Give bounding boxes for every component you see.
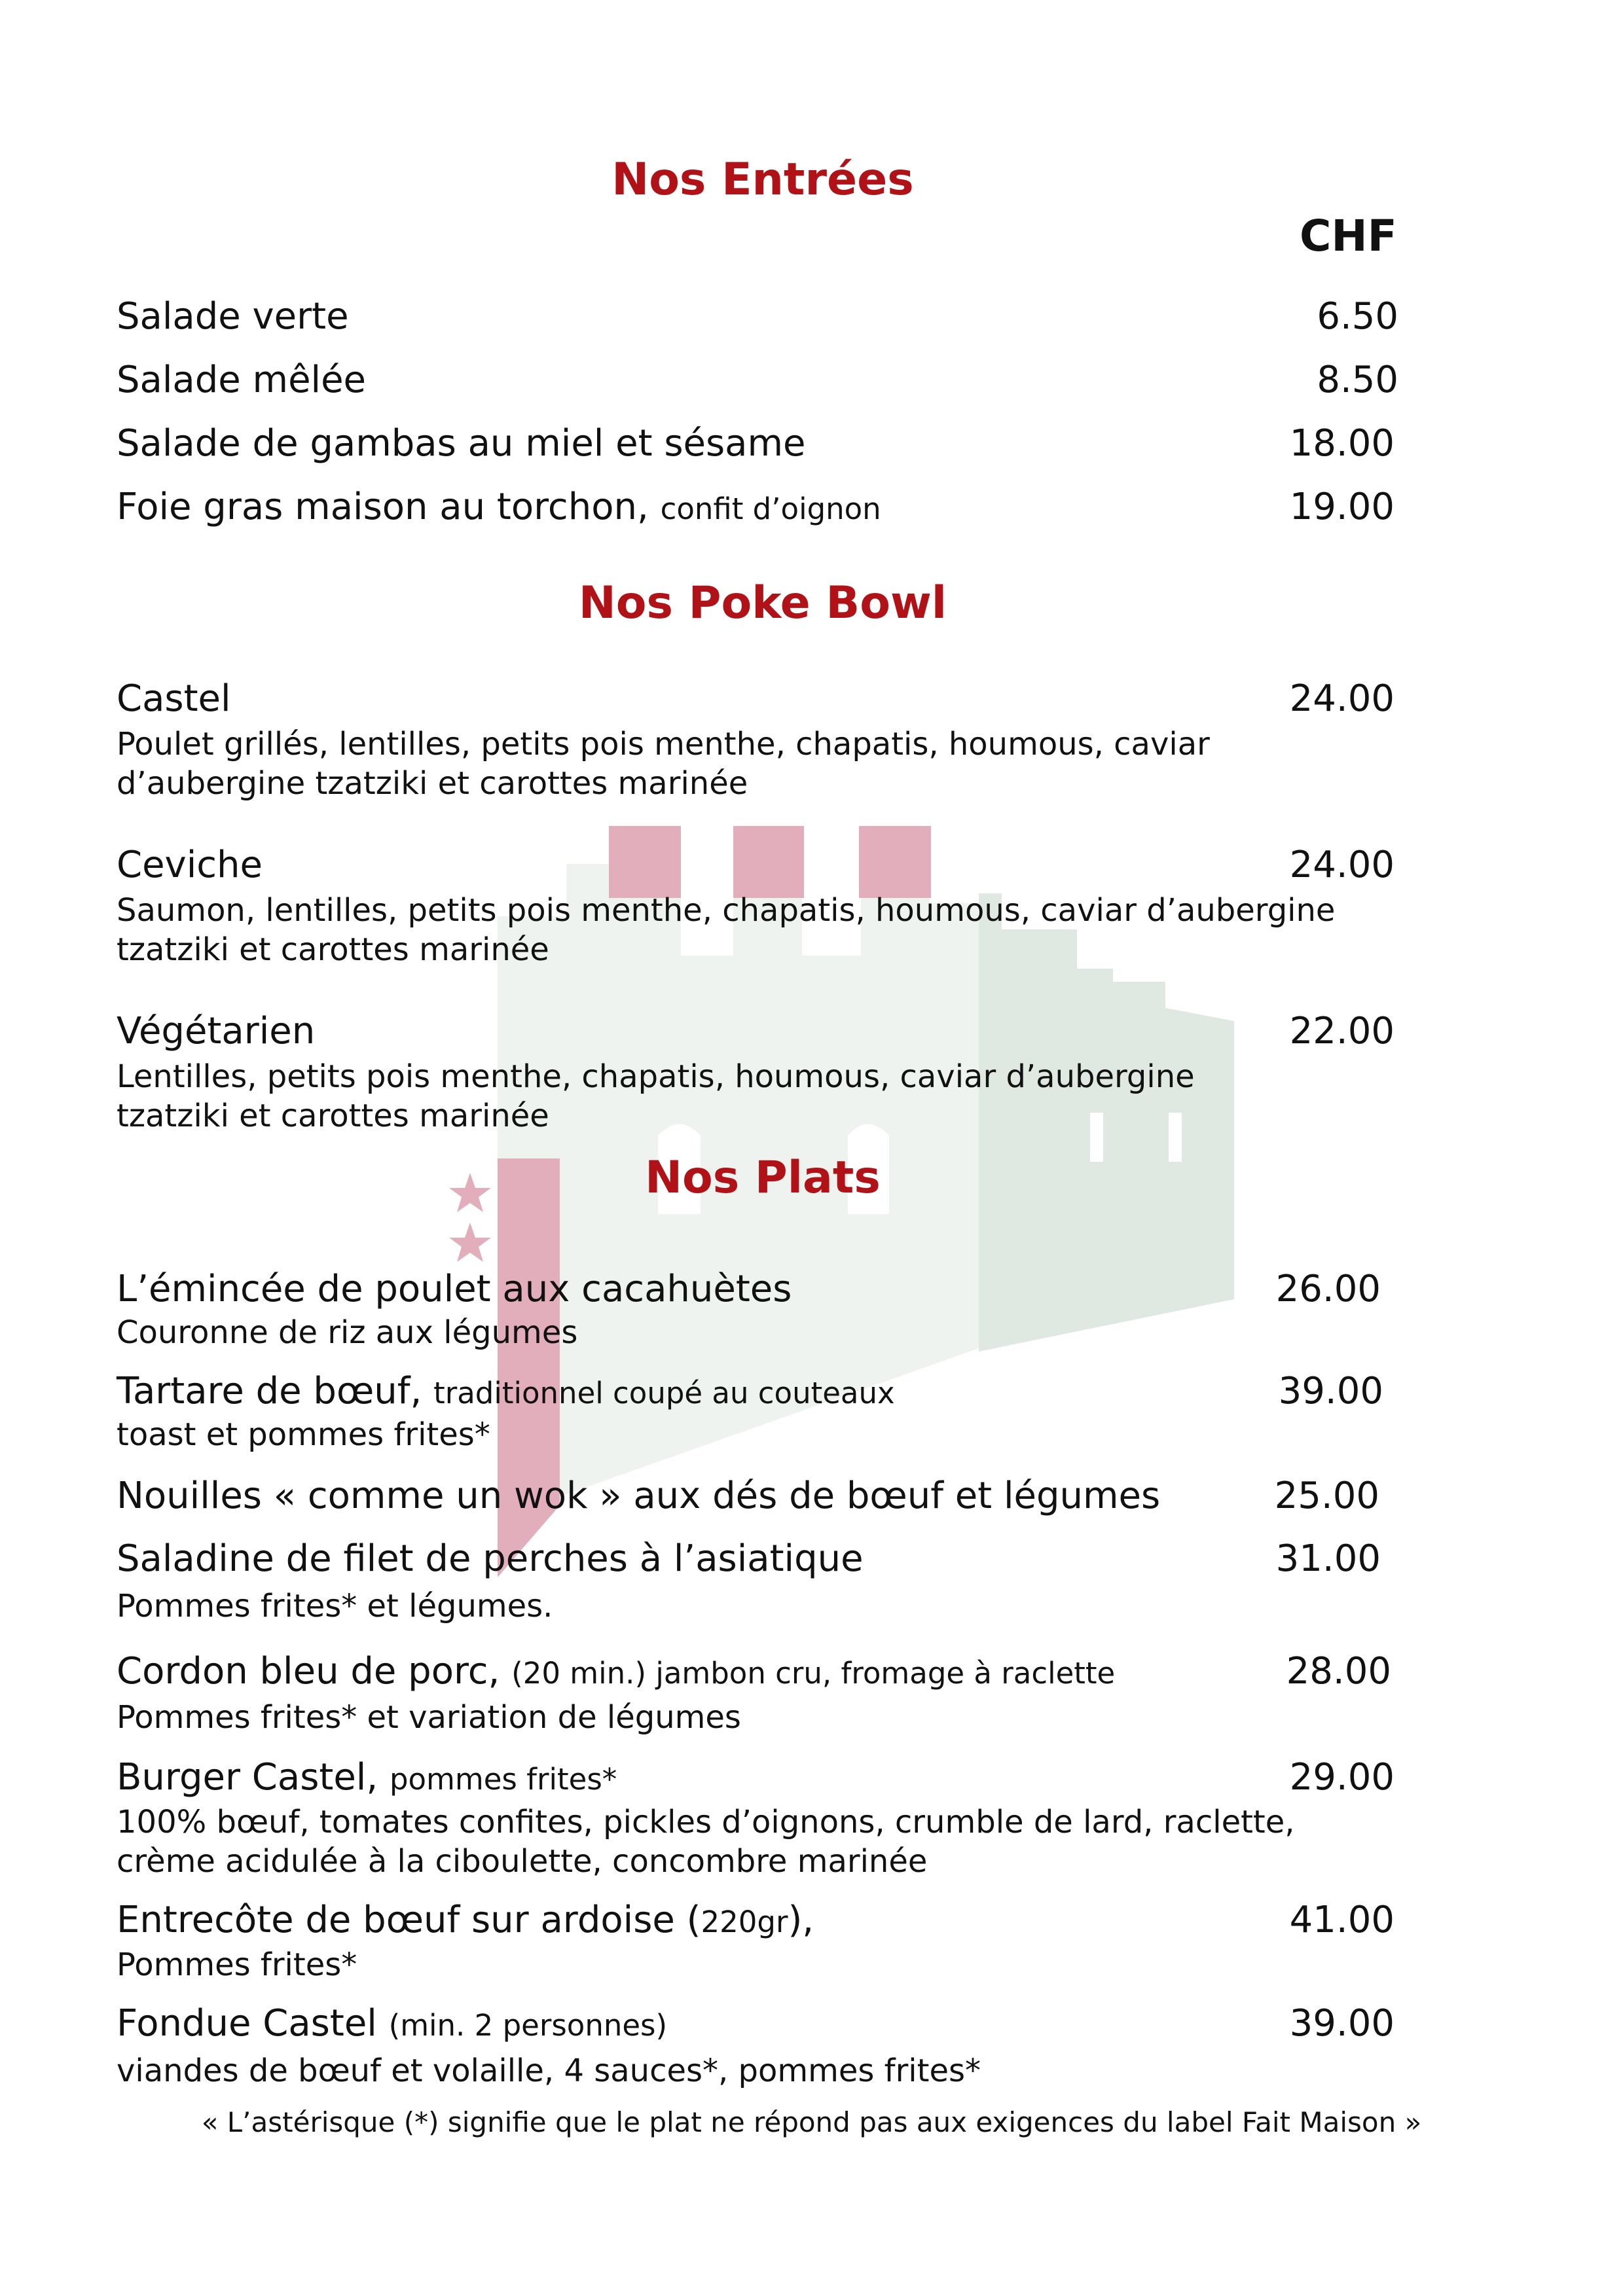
section-title-poke-bowl: Nos Poke Bowl bbox=[578, 577, 947, 629]
menu-item-price: 24.00 bbox=[1289, 677, 1395, 720]
menu-item-price: 28.00 bbox=[1286, 1650, 1391, 1693]
menu-item-description: tzatziki et carottes marinée bbox=[117, 1098, 549, 1134]
currency-label: CHF bbox=[1300, 211, 1397, 261]
menu-item-note: confit d’oignon bbox=[660, 492, 881, 526]
menu-item-title: Fondue Castel bbox=[117, 2002, 377, 2045]
menu-item-description: Couronne de riz aux légumes bbox=[117, 1314, 578, 1351]
menu-item-description: 100% bœuf, tomates confites, pickles d’oignons, crumble de lard, raclette, bbox=[117, 1804, 1295, 1840]
menu-item-title-suffix: ), bbox=[788, 1899, 814, 1941]
menu-item-description: Pommes frites* bbox=[117, 1946, 357, 1983]
menu-item-title: Cordon bleu de porc, bbox=[117, 1650, 500, 1693]
menu-item-price: 6.50 bbox=[1317, 295, 1398, 338]
menu-item-name: L’émincée de poulet aux cacahuètes bbox=[117, 1268, 792, 1310]
menu-item-price: 25.00 bbox=[1274, 1475, 1379, 1517]
menu-item-title: Burger Castel, bbox=[117, 1756, 378, 1799]
menu-item-price: 8.50 bbox=[1317, 359, 1398, 401]
menu-item-name bbox=[117, 1899, 814, 1941]
menu-item-price: 24.00 bbox=[1289, 844, 1395, 886]
menu-item-price: 18.00 bbox=[1289, 422, 1395, 465]
menu-item-title: Entrecôte de bœuf sur ardoise ( bbox=[117, 1899, 701, 1941]
menu-item-price: 19.00 bbox=[1289, 486, 1395, 528]
menu-item-name: Végétarien bbox=[117, 1010, 316, 1052]
menu-item-name bbox=[117, 486, 881, 528]
menu-item-note: traditionnel coupé au couteaux bbox=[433, 1376, 895, 1410]
menu-item-description: crème acidulée à la ciboulette, concombre marinée bbox=[117, 1843, 928, 1880]
menu-item-description: viandes de bœuf et volaille, 4 sauces*, pommes frites* bbox=[117, 2053, 981, 2089]
menu-item-price: 41.00 bbox=[1289, 1899, 1395, 1941]
menu-item-name: Castel bbox=[117, 677, 231, 720]
menu-item-description: Lentilles, petits pois menthe, chapatis, houmous, caviar d’aubergine bbox=[117, 1058, 1195, 1095]
menu-item-name: Salade mêlée bbox=[117, 359, 367, 401]
menu-item-name bbox=[117, 2002, 668, 2045]
menu-item-price: 22.00 bbox=[1289, 1010, 1395, 1052]
menu-item-note: 220gr bbox=[701, 1905, 788, 1939]
menu-item-description: d’aubergine tzatziki et carottes marinée bbox=[117, 765, 748, 802]
menu-item-description: toast et pommes frites* bbox=[117, 1416, 490, 1453]
menu-item-name: Nouilles « comme un wok » aux dés de bœuf et légumes bbox=[117, 1475, 1161, 1517]
section-title-plats: Nos Plats bbox=[645, 1152, 881, 1204]
menu-item-price: 29.00 bbox=[1289, 1756, 1395, 1799]
menu-item-description: Poulet grillés, lentilles, petits pois menthe, chapatis, houmous, caviar bbox=[117, 726, 1210, 762]
menu-item-name bbox=[117, 1370, 895, 1412]
menu-item-name: Salade de gambas au miel et sésame bbox=[117, 422, 806, 465]
menu-item-price: 26.00 bbox=[1275, 1268, 1381, 1310]
menu-item-note: (20 min.) jambon cru, fromage à raclette bbox=[511, 1656, 1116, 1691]
menu-item-note: (min. 2 personnes) bbox=[388, 2008, 668, 2043]
menu-item-name bbox=[117, 1650, 1116, 1693]
menu-item-description: tzatziki et carottes marinée bbox=[117, 931, 549, 968]
menu-item-name: Ceviche bbox=[117, 844, 263, 886]
menu-item-description: Pommes frites* et légumes. bbox=[117, 1588, 553, 1624]
menu-item-name: Saladine de filet de perches à l’asiatique bbox=[117, 1537, 864, 1580]
menu-item-price: 31.00 bbox=[1275, 1537, 1381, 1580]
menu-item-name: Salade verte bbox=[117, 295, 349, 338]
menu-item-title: Tartare de bœuf, bbox=[117, 1370, 422, 1412]
menu-item-note: pommes frites* bbox=[389, 1762, 617, 1797]
menu-item-price: 39.00 bbox=[1278, 1370, 1383, 1412]
menu-item-description: Pommes frites* et variation de légumes bbox=[117, 1699, 741, 1736]
section-title-entrees: Nos Entrées bbox=[611, 154, 914, 206]
menu-item-name bbox=[117, 1756, 617, 1799]
menu-item-title: Foie gras maison au torchon, bbox=[117, 486, 649, 528]
menu-item-price: 39.00 bbox=[1289, 2002, 1395, 2045]
footer-note: « L’astérisque (*) signifie que le plat ne répond pas aux exigences du label Fait Maison » bbox=[201, 2106, 1422, 2138]
menu-item-description: Saumon, lentilles, petits pois menthe, chapatis, houmous, caviar d’aubergine bbox=[117, 892, 1336, 929]
